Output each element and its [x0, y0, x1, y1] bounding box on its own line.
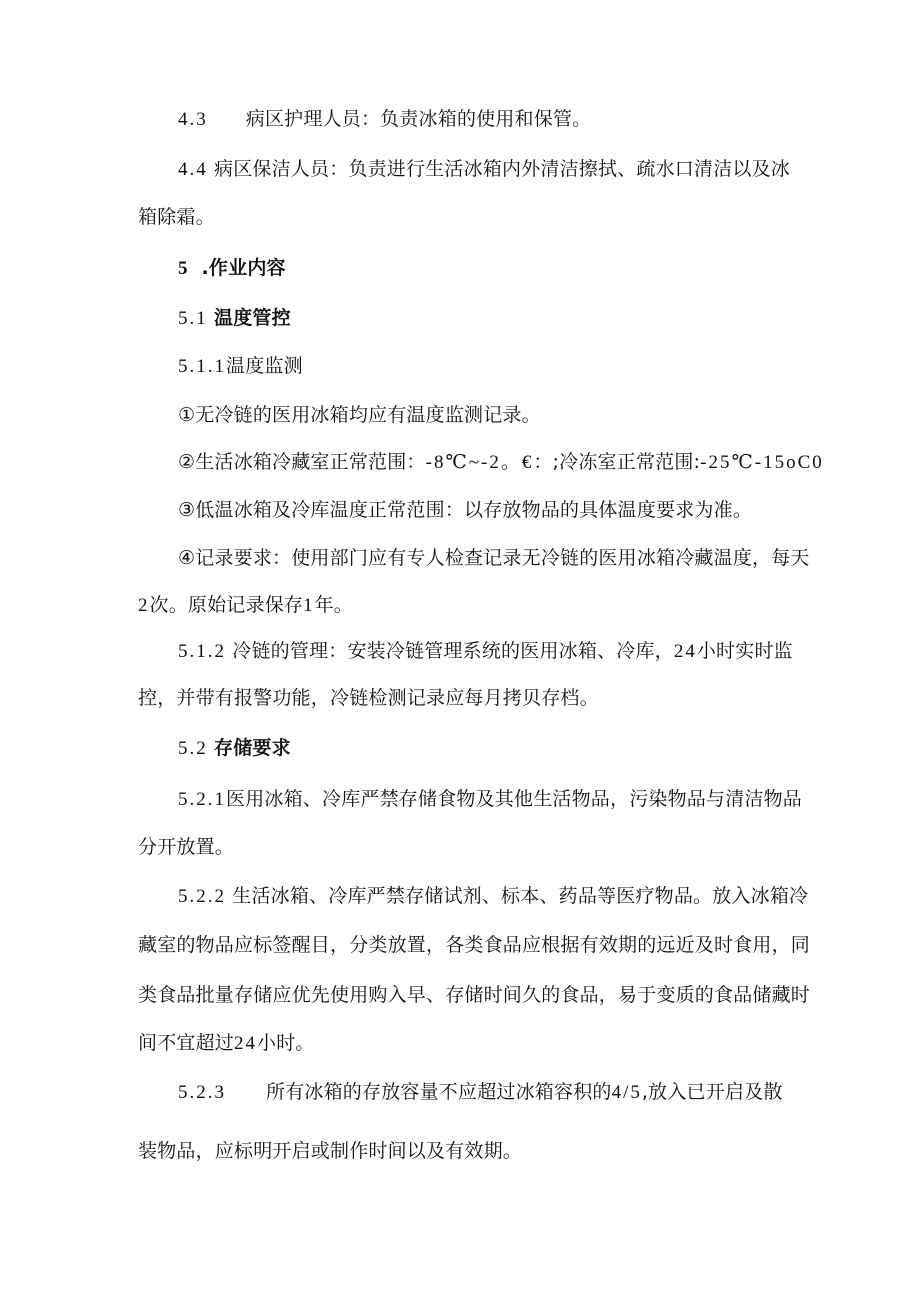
section-number: 5	[178, 258, 190, 279]
section-number: 5.2.3	[178, 1082, 226, 1103]
section-number: 4.4	[178, 159, 208, 180]
paragraph-text: ③低温冰箱及冷库温度正常范围：以存放物品的具体温度要求为准。	[178, 499, 753, 521]
paragraph-text: 间不宜超过	[138, 1032, 235, 1054]
heading-text: .作业内容	[201, 257, 286, 279]
list-item-3	[178, 501, 752, 520]
paragraph-text: 生活冰箱、冷库严禁存储试剂、标本、药品等医疗物品。放入冰箱冷	[232, 885, 809, 907]
section-number: 5.1.2	[178, 641, 226, 662]
section-number: 5.2.1	[178, 789, 226, 810]
section-number: 5.2	[178, 738, 208, 759]
paragraph-text: 病区保洁人员：负责进行生活冰箱内外清洁擦拭、疏水口清洁以及冰	[214, 158, 791, 180]
heading-5-1-1	[178, 357, 303, 376]
paragraph-text: 类食品批量存储应优先使用购入早、存储时间久的食品，易于变质的食品储藏时	[138, 984, 811, 1006]
temperature-range-freezer: -25℃-15oC0	[700, 452, 824, 473]
paragraph-text: ①无冷链的医用冰箱均应有温度监测记录。	[178, 404, 541, 426]
number-text: 24	[673, 641, 697, 662]
temperature-range-fridge: -8℃~-2。€	[425, 452, 534, 473]
paragraph-text: 医用冰箱、冷库严禁存储食物及其他生活物品，污染物品与清洁物品	[226, 788, 803, 810]
list-item-2	[178, 453, 824, 472]
paragraph-text: 年。	[314, 594, 354, 616]
paragraph-5-2-2-line2	[138, 936, 810, 955]
paragraph-4-3	[178, 110, 591, 129]
paragraph-text: ②生活冰箱冷藏室正常范围：	[178, 451, 426, 473]
paragraph-4-4-line2	[138, 208, 215, 227]
number-text: 4/5	[611, 1082, 642, 1103]
heading-text: 温度监测	[226, 355, 303, 377]
paragraph-5-2-1-line1	[178, 790, 802, 809]
heading-text: 温度管控	[214, 307, 291, 329]
section-number: 5.2.2	[178, 886, 226, 907]
paragraph-text: 控，并带有报警功能，冷链检测记录应每月拷贝存档。	[138, 687, 599, 709]
section-number: 5.1.1	[178, 356, 226, 377]
list-item-4-line2	[138, 596, 353, 615]
paragraph-text: 装物品，应标明开启或制作时间以及有效期。	[138, 1140, 523, 1162]
heading-5-1	[178, 309, 291, 328]
list-item-1	[178, 406, 541, 425]
paragraph-5-2-2-line3	[138, 986, 810, 1005]
paragraph-text: 病区护理人员：负责冰箱的使用和保管。	[245, 108, 592, 130]
paragraph-text: 小时。	[257, 1032, 315, 1054]
section-number: 5.1	[178, 308, 208, 329]
paragraph-text: 分开放置。	[138, 836, 235, 858]
paragraph-5-1-2-line2	[138, 689, 599, 708]
paragraph-text: 冷链的管理：安装冷链管理系统的医用冰箱、冷库，	[232, 640, 674, 662]
paragraph-text: ：;冷冻室正常范围:	[533, 451, 701, 473]
paragraph-text: 藏室的物品应标签醒目，分类放置，各类食品应根据有效期的远近及时食用，同	[138, 934, 811, 956]
paragraph-text: ④记录要求：使用部门应有专人检查记录无冷链的医用冰箱冷藏温度，每天	[178, 547, 810, 569]
paragraph-5-2-3-line2	[138, 1142, 522, 1161]
heading-5	[178, 259, 286, 278]
number-text: 1	[303, 595, 315, 616]
paragraph-5-2-2-line1	[178, 887, 808, 906]
paragraph-5-2-3-line1	[178, 1083, 783, 1102]
heading-5-2	[178, 739, 291, 758]
list-item-4-line1	[178, 549, 810, 568]
heading-text: 存储要求	[214, 737, 291, 759]
section-number: 4.3	[178, 109, 208, 130]
paragraph-text: ,放入已开启及散	[641, 1081, 783, 1103]
number-text: 2	[138, 595, 150, 616]
number-text: 24	[234, 1033, 258, 1054]
paragraph-4-4-line1	[178, 160, 790, 179]
paragraph-5-2-1-line2	[138, 838, 234, 857]
paragraph-text: 箱除霜。	[138, 206, 215, 228]
paragraph-text: 小时实时监	[696, 640, 793, 662]
paragraph-text: 次。原始记录保存	[149, 594, 304, 616]
paragraph-text: 所有冰箱的存放容量不应超过冰箱容积的	[266, 1081, 612, 1103]
paragraph-5-2-2-line4	[138, 1034, 315, 1053]
paragraph-5-1-2-line1	[178, 642, 793, 661]
